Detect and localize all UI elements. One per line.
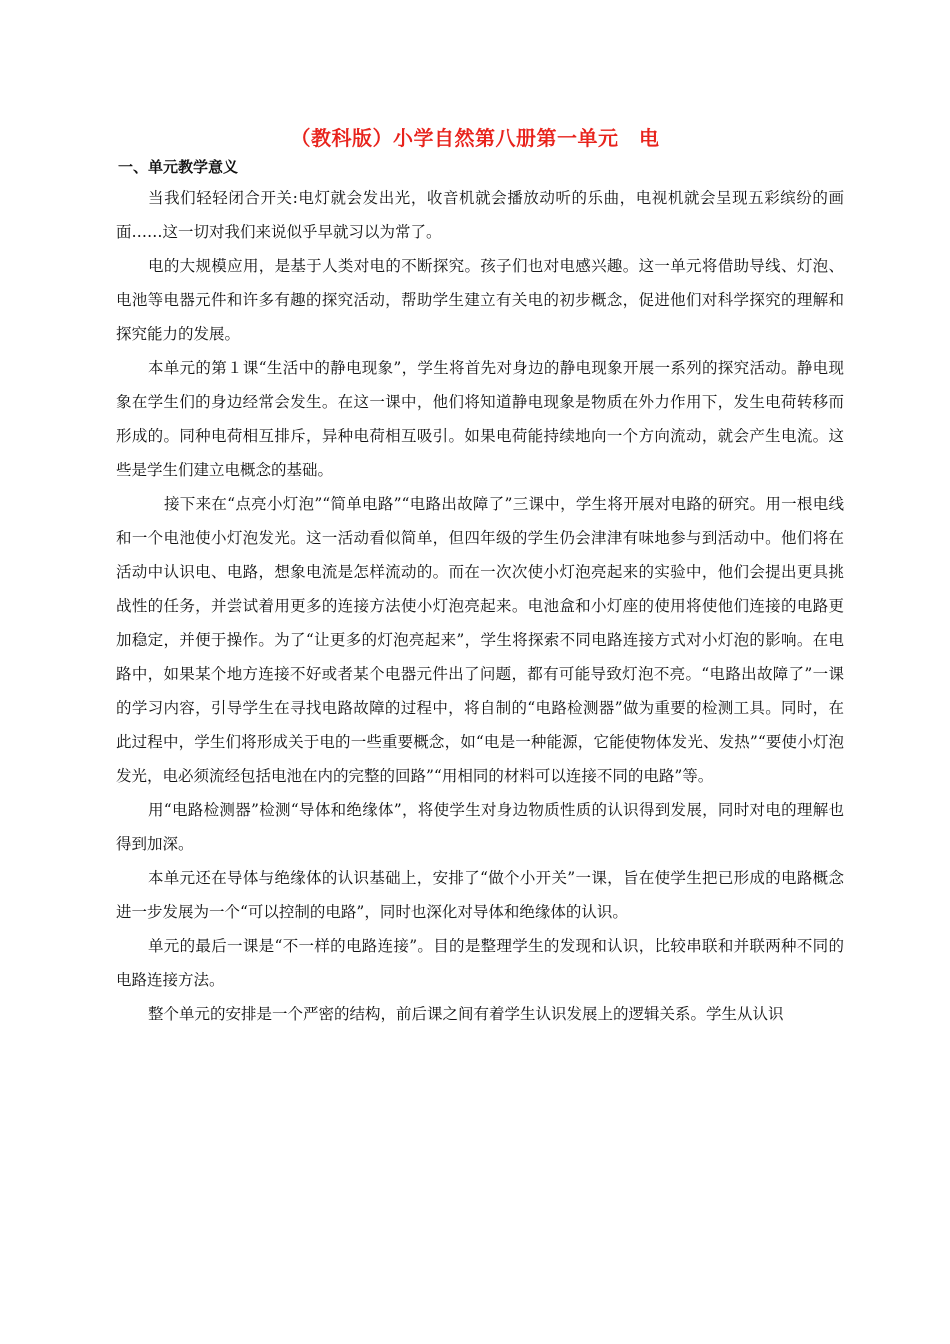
paragraph-1: 当我们轻轻闭合开关:电灯就会发出光，收音机就会播放动听的乐曲，电视机就会呈现五彩缤纷的画面……这一切对我们来说似乎早就习以为常了。	[116, 189, 844, 241]
paragraph-3: 本单元的第１课“生活中的静电现象”，学生将首先对身边的静电现象开展一系列的探究活动。静电现象在学生们的身边经常会发生。在这一课中，他们将知道静电现象是物质在外力作用下，发生电荷转移而形成的。同种电荷相互排斥，异种电荷相互吸引。如果电荷能持续地向一个方向流动，就会产生电流。这些是学生们建立电概念的基础。	[116, 359, 844, 479]
document-body	[116, 181, 844, 1031]
paragraph-7: 单元的最后一课是“不一样的电路连接”。目的是整理学生的发现和认识，比较串联和并联两种不同的电路连接方法。	[116, 937, 844, 989]
section-heading: 一、单元教学意义	[118, 158, 239, 176]
paragraph-5: 用“电路检测器”检测“导体和绝缘体”，将使学生对身边物质性质的认识得到发展，同时对电的理解也得到加深。	[116, 801, 844, 853]
paragraph-2: 电的大规模应用，是基于人类对电的不断探究。孩子们也对电感兴趣。这一单元将借助导线、灯泡、电池等电器元件和许多有趣的探究活动，帮助学生建立有关电的初步概念，促进他们对科学探究的理解和探究能力的发展。	[116, 257, 844, 343]
paragraph-8: 整个单元的安排是一个严密的结构，前后课之间有着学生认识发展上的逻辑关系。学生从认识	[148, 1005, 784, 1023]
paragraph-4: 接下来在“点亮小灯泡”“简单电路”“电路出故障了”三课中，学生将开展对电路的研究。用一根电线和一个电池使小灯泡发光。这一活动看似简单，但四年级的学生仍会津津有味地参与到活动中。他们将在活动中认识电、电路，想象电流是怎样流动的。而在一次次使小灯泡亮起来的实验中，他们会提出更具挑战性的任务，并尝试着用更多的连接方法使小灯泡亮起来。电池盒和小灯座的使用将使他们连接的电路更加稳定，并便于操作。为了“让更多的灯泡亮起来”，学生将探索不同电路连接方式对小灯泡的影响。在电路中，如果某个地方连接不好或者某个电器元件出了问题，都有可能导致灯泡不亮。“电路出故障了”一课的学习内容，引导学生在寻找电路故障的过程中，将自制的“电路检测器”做为重要的检测工具。同时，在此过程中，学生们将形成关于电的一些重要概念，如“电是一种能源，它能使物体发光、发热”“要使小灯泡发光，电必须流经包括电池在内的完整的回路”“用相同的材料可以连接不同的电路”等。	[116, 495, 844, 785]
document-title: （教科版）小学自然第八册第一单元 电	[290, 126, 660, 150]
paragraph-6: 本单元还在导体与绝缘体的认识基础上，安排了“做个小开关”一课，旨在使学生把已形成的电路概念进一步发展为一个“可以控制的电路”，同时也深化对导体和绝缘体的认识。	[116, 869, 844, 921]
